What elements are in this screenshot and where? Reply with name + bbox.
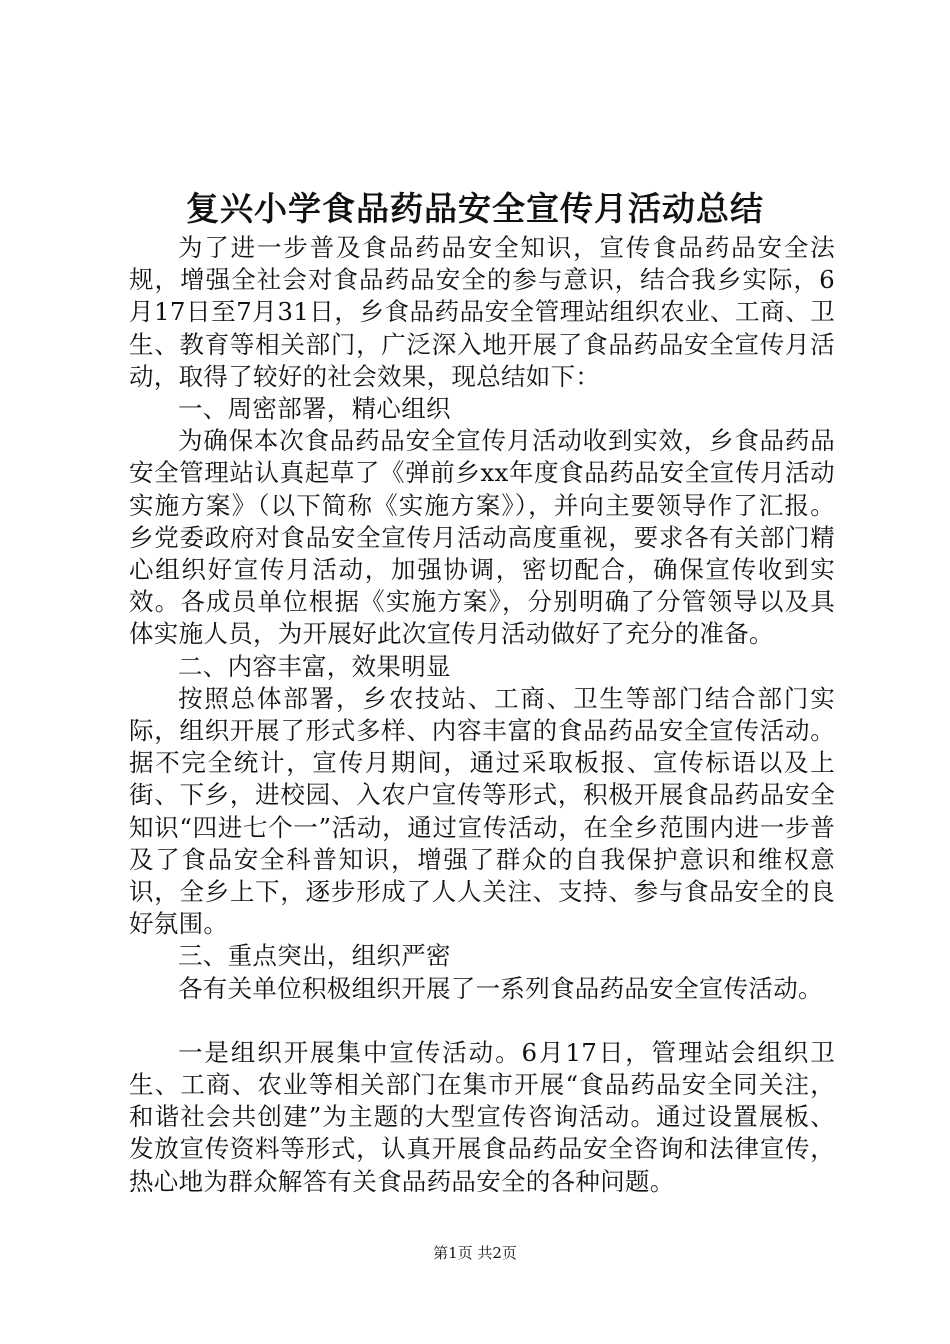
section-1-paragraph: 为确保本次食品药品安全宣传月活动收到实效，乡食品药品安全管理站认真起草了《弹前乡xx年度食品药品安全宣传月活动实施方案》（以下简称《实施方案》），并向主要领导作了汇报。乡党委政府对食品安全宣传月活动高度重视，要求各有关部门精心组织好宣传月活动，加强协调，密切配合，确保宣传收到实效。各成员单位根据《实施方案》，分别明确了分管领导以及具体实施人员，为开展好此次宣传月活动做好了充分的准备。	[129, 426, 835, 649]
section-heading-2: 二、内容丰富，效果明显	[178, 651, 451, 681]
paragraph-spacer	[129, 1005, 835, 1037]
section-heading-3: 三、重点突出，组织严密	[178, 941, 451, 971]
section-3-intro-paragraph: 各有关单位积极组织开展了一系列食品药品安全宣传活动。	[178, 973, 823, 1003]
intro-paragraph: 为了进一步普及食品药品安全知识，宣传食品药品安全法规，增强全社会对食品药品安全的参与意识，结合我乡实际，6月17日至7月31日，乡食品药品安全管理站组织农业、工商、卫生、教育等相关部门，广泛深入地开展了食品药品安全宣传月活动，取得了较好的社会效果，现总结如下：	[129, 233, 835, 391]
document-body	[129, 232, 835, 1198]
section-2-paragraph: 按照总体部署，乡农技站、工商、卫生等部门结合部门实际，组织开展了形式多样、内容丰富的食品药品安全宣传活动。据不完全统计，宣传月期间，通过采取板报、宣传标语以及上街、下乡，进校园、入农户宣传等形式，积极开展食品药品安全知识“四进七个一”活动，通过宣传活动，在全乡范围内进一步普及了食品安全科普知识，增强了群众的自我保护意识和维权意识，全乡上下，逐步形成了人人关注、支持、参与食品安全的良好氛围。	[129, 683, 835, 939]
document-title: 复兴小学食品药品安全宣传月活动总结	[186, 189, 764, 228]
page-footer: 第1页 共2页	[433, 1244, 517, 1262]
section-3-item-1-paragraph: 一是组织开展集中宣传活动。6月17日，管理站会组织卫生、工商、农业等相关部门在集市开展“食品药品安全同关注，和谐社会共创建”为主题的大型宣传咨询活动。通过设置展板、发放宣传资料等形式，认真开展食品药品安全咨询和法律宣传，热心地为群众解答有关食品药品安全的各种问题。	[129, 1037, 836, 1196]
section-heading-1: 一、周密部署，精心组织	[178, 394, 451, 424]
